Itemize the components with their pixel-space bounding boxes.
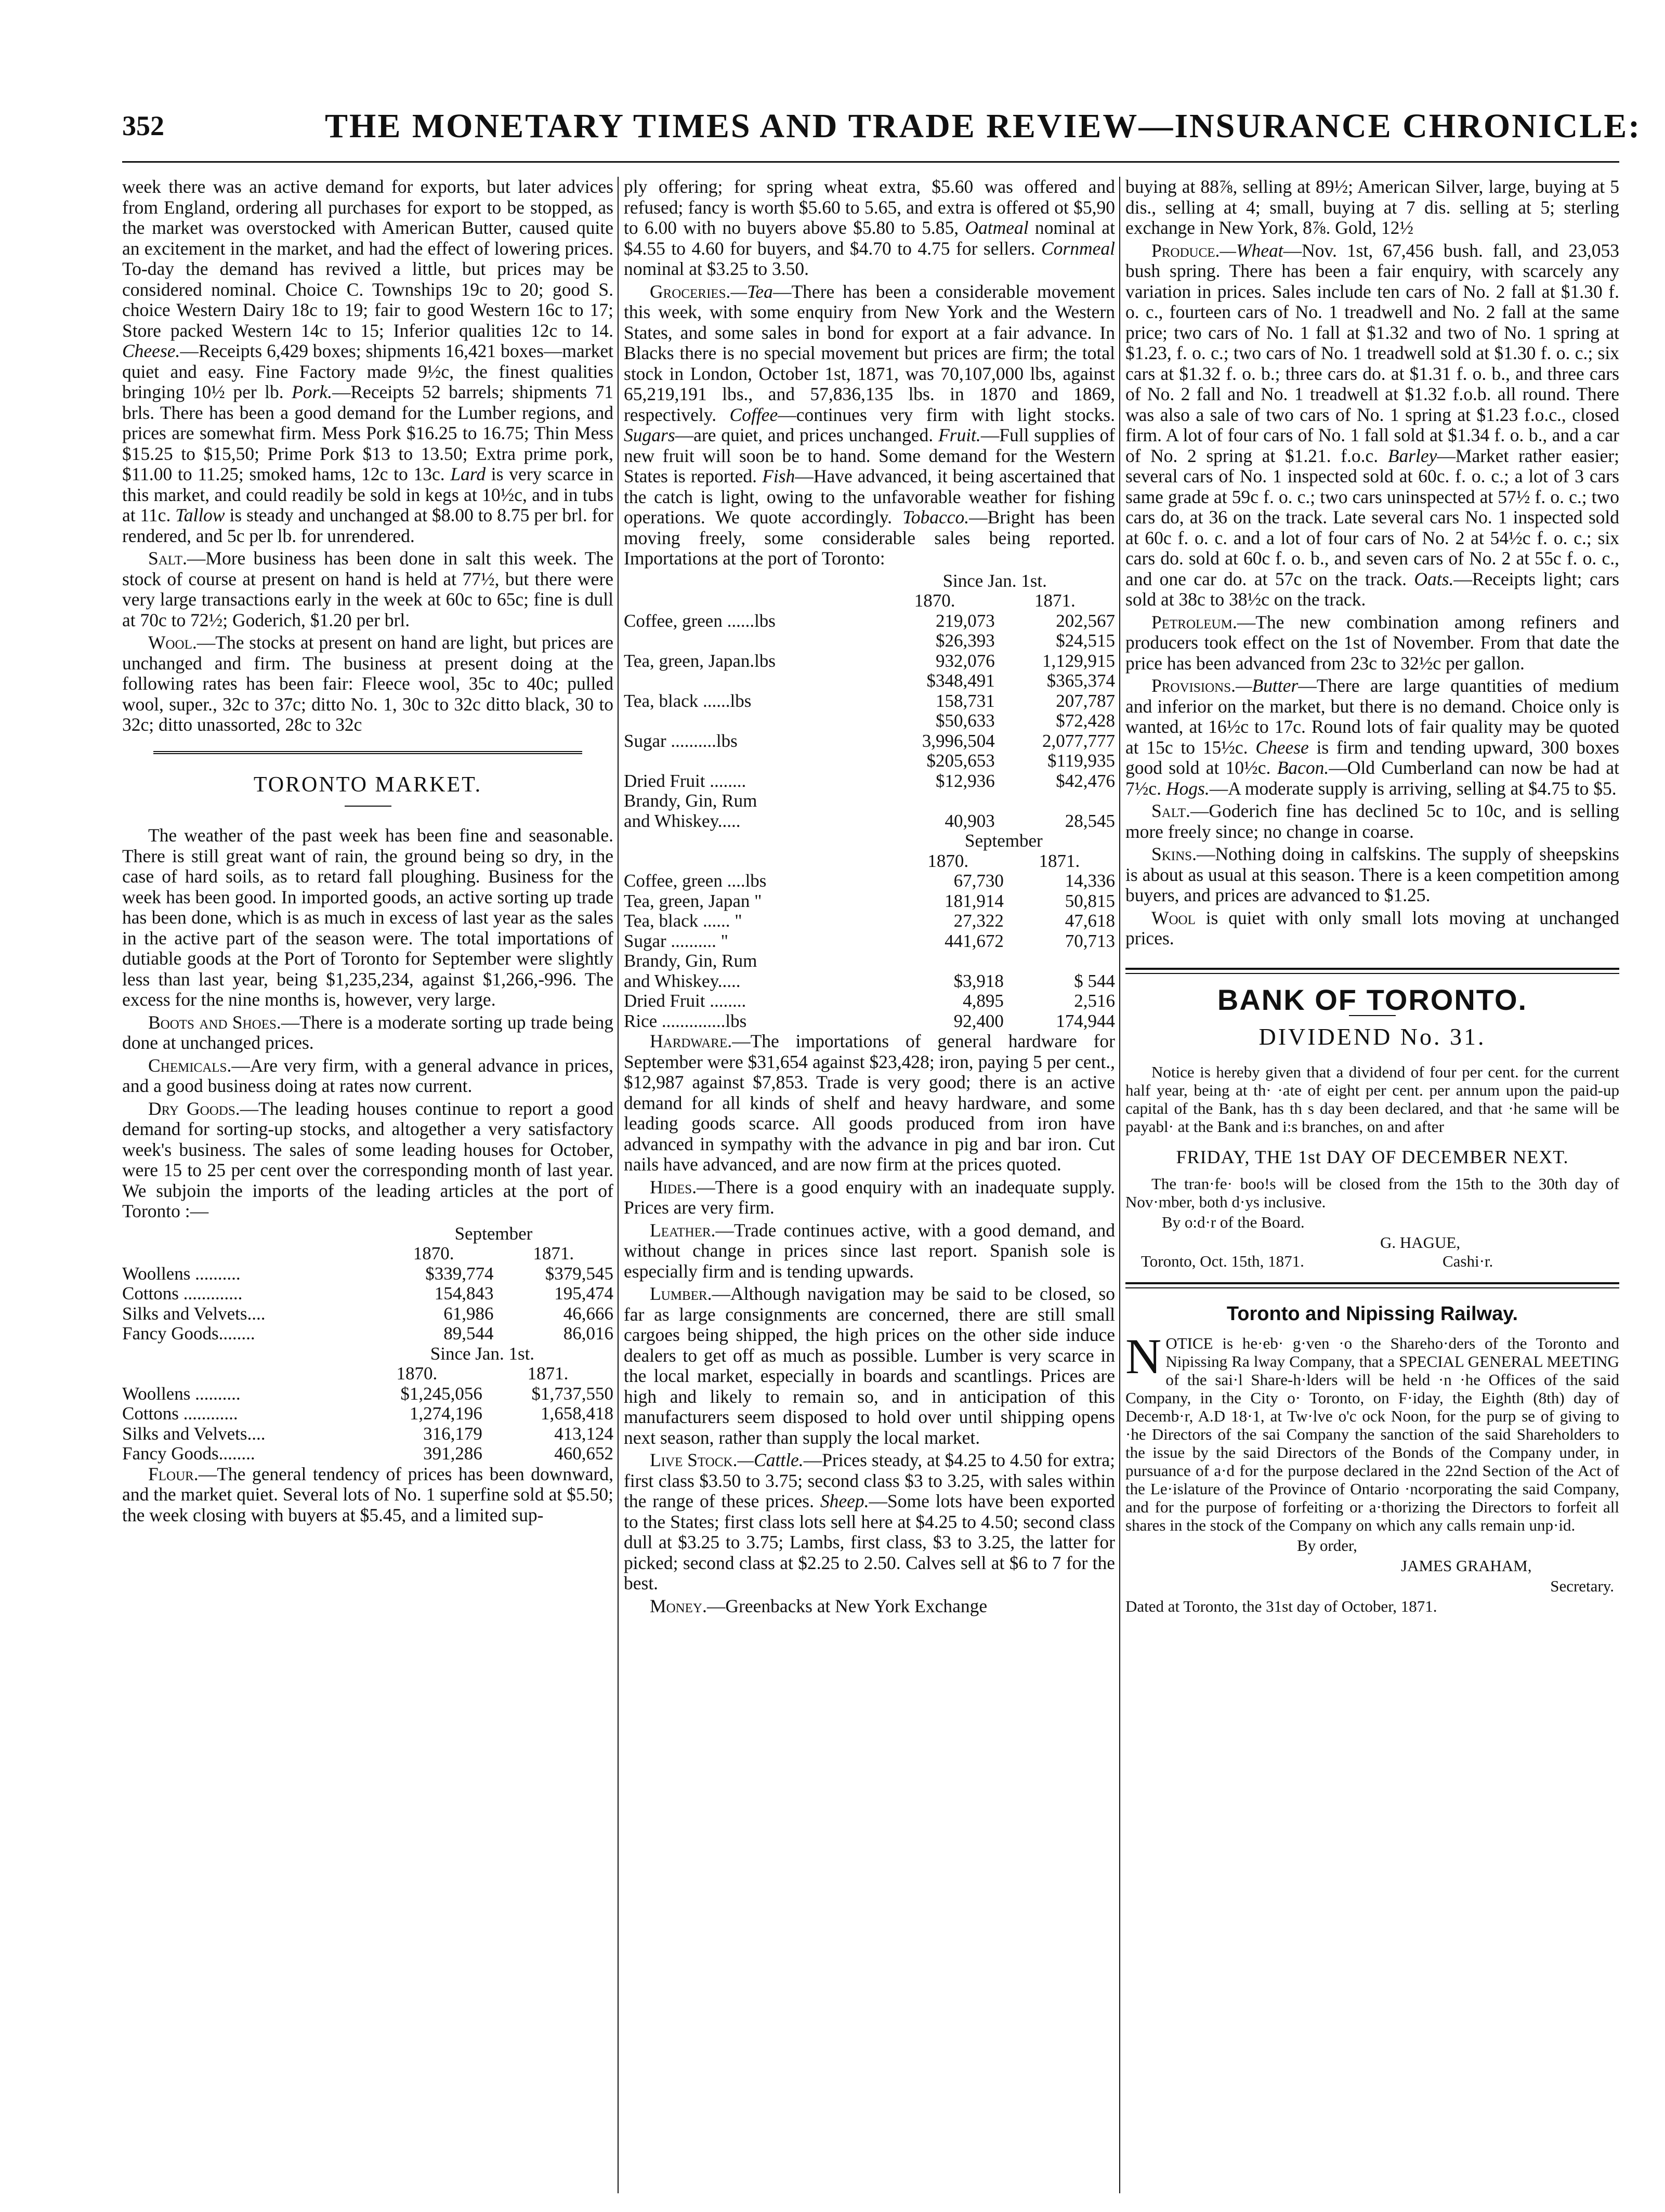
paragraph: Chemicals.—Are very firm, with a general advance in prices, and a good business doing at rates now current. [122, 1055, 613, 1096]
notice-date-line: FRIDAY, THE 1st DAY OF DECEMBER NEXT. [1176, 1146, 1569, 1167]
table-cell-value: $1,737,550 [531, 1383, 613, 1404]
table-cell-value: $50,633 [935, 710, 995, 731]
page-number: 352 [122, 110, 164, 141]
table-cell-value: 92,400 [953, 1010, 1004, 1031]
table-cell-value: 40,903 [945, 810, 995, 831]
table-row [122, 1424, 613, 1444]
table-row [624, 731, 1115, 752]
table-cell-value: 14,336 [1065, 871, 1115, 891]
paragraph: Hardware.—The importations of general hardware for September were $31,654 against $23,428; iron, paying 5 per cent., $12,987 against $7,853. Trade is very good; there is an active demand for all kinds of shelf and heavy hardware, and some leading goods scarce. All goods produced from iron have advanced in sympathy with the advance in pig and bar iron. Cut nails have advanced, and are now firm at the prices quoted. [624, 1031, 1115, 1175]
table-cell-item: Fancy Goods........ [122, 1443, 255, 1464]
drop-cap: N [1125, 1328, 1162, 1384]
table-cell-item: Cottons ............ [122, 1403, 238, 1424]
table-cell-value: 50,815 [1065, 890, 1115, 911]
paragraph: Salt.—Goderich fine has declined 5c to 10c, and is selling more freely since; no change in coarse. [1125, 800, 1619, 842]
table-cell-value [874, 791, 994, 811]
table-row [624, 811, 1115, 832]
table-cell-item: and Whiskey..... [624, 970, 741, 991]
paragraph: Boots and Shoes.—There is a moderate sorting up trade being done at unchanged prices. [122, 1011, 613, 1053]
table-row [122, 1264, 613, 1284]
table-cell-item: Brandy, Gin, Rum [624, 951, 757, 971]
table-cell-value: 28,545 [1065, 810, 1115, 831]
section-rule [1125, 968, 1619, 974]
paragraph: buying at 88⅞, selling at 89½; American Silver, large, buying at 5 dis., selling at 4; small, buying at 7 dis. selling at 5; sterling exchange in New York, 8⅞. Gold, 12½ [1125, 177, 1619, 238]
table-cell-value: $1,245,056 [400, 1383, 482, 1404]
signer: G. HAGUE, [1380, 1233, 1461, 1252]
table-cell-value: $42,476 [1056, 770, 1115, 791]
signature-block [1125, 1233, 1619, 1270]
page-title: THE MONETARY TIMES AND TRADE REVIEW—INSURANCE CHRONICLE: [325, 107, 1642, 145]
table-cell-value: 4,895 [963, 991, 1004, 1011]
table-cell-item: Coffee, green ....lbs [624, 871, 767, 891]
table-cell-value: 2,077,777 [1042, 730, 1115, 751]
table-cell-item [624, 751, 874, 771]
table-row [624, 651, 1115, 672]
table-row [624, 771, 1115, 792]
table-row [624, 871, 1115, 891]
table-cell-value: $348,491 [926, 670, 995, 691]
column-divider [1119, 177, 1120, 2193]
table-cell-item: Sugar ..........lbs [624, 730, 738, 751]
table-cell-item: Rice ..............lbs [624, 1010, 747, 1031]
table-cell-value: 27,322 [953, 911, 1004, 931]
bank-notice [1125, 983, 1619, 1270]
signer-title: Cashi·r. [1443, 1252, 1493, 1270]
table-cell-value [1004, 951, 1115, 971]
table-cell-item: Tea, black ...... " [624, 911, 742, 931]
paragraph: ply offering; for spring wheat extra, $5.60 was offered and refused; fancy is worth $5.60 to 5.65, and extra is offered ot $5,90 to 6.00 with no buyers above $5.80 to 5.85, Oatmeal nominal at $4.55 to 4.60 for buyers, and $4.70 to 4.75 for sellers. Cornmeal nominal at $3.25 to 3.50. [624, 177, 1115, 279]
table-cell-item: Silks and Velvets.... [122, 1423, 266, 1444]
table-cell-value: 181,914 [945, 890, 1004, 911]
table-row [624, 751, 1115, 771]
table-row [624, 971, 1115, 992]
table-cell-value: 158,731 [935, 690, 995, 711]
table-cell-value: 219,073 [935, 610, 995, 631]
table-row [122, 1324, 613, 1344]
section-rule [1125, 1282, 1619, 1288]
table-cell-value: 46,666 [563, 1303, 613, 1324]
table-cell-value: $ 544 [1074, 970, 1115, 991]
table-cell-value: $26,393 [935, 630, 995, 651]
table-cell-value: 3,996,504 [922, 730, 995, 751]
table-cell-item: Tea, green, Japan.lbs [624, 650, 776, 671]
paragraph: Wool is quiet with only small lots moving at unchanged prices. [1125, 907, 1619, 949]
table-cell-value: $379,545 [545, 1263, 613, 1284]
railway-notice [1125, 1304, 1619, 1615]
table-row [624, 711, 1115, 731]
table-row [624, 671, 1115, 691]
railway-title: Toronto and Nipissing Railway. [1226, 1303, 1518, 1325]
table-cell-value: 154,843 [434, 1283, 494, 1304]
table-row [624, 911, 1115, 931]
notice-text: Notice is hereby given that a dividend of four per cent. for the current half year, being at th· ·ate of eight per cent. per annum upon the paid-up capital of the Bank, has th s day been declared, and that ·he same will be payabl· at the Bank and i:s branches, on and after [1125, 1062, 1619, 1136]
table-cell-value: $365,374 [1046, 670, 1115, 691]
bank-title: BANK OF TORONTO. [1217, 983, 1528, 1016]
table-cell-item: Silks and Velvets.... [122, 1303, 266, 1324]
imports-table-september: September 1870. 1871. Woollens .......... $339,774 $379,545 Cottons ............. 154,843 195,474 Silks and Velvets.... 61,986 46,666 Fancy Goods........ 89,544 86,016 [122, 1223, 613, 1344]
table-cell-item: Woollens .......... [122, 1383, 241, 1404]
table-row [624, 891, 1115, 912]
paragraph: Petroleum.—The new combination among refiners and producers took effect on the 1st of November. From that date the price has been advanced from 23c to 32½c per gallon. [1125, 611, 1619, 674]
table-cell-value [995, 791, 1115, 811]
section-heading: TORONTO MARKET. [253, 772, 482, 797]
imports-table-since-jan: Since Jan. 1st. 1870. 1871. Coffee, green ......lbs 219,073 202,567 $26,393 $24,515 Tea, green, Japan.lbs 932,076 1,129,915 $348,491 $365,374 Tea, black ......lbs 158,731 207,787 $50,633 $72,428 Sugar ..........lbs 3,996,504 2,077,777 $205,653 $119,935 Dried Fruit ........ $12,936 $42,476 Brandy, Gin, Rum and Whiskey..... 40,903 28,545 [624, 570, 1115, 831]
table-cell-item: Dried Fruit ........ [624, 770, 746, 791]
paragraph: Salt.—More business has been done in salt this week. The stock of course at present on hand is held at 77½, but there were very large transactions early in the week at 60c to 65c; fine is dull at 70c to 72½; Goderich, $1.20 per brl. [122, 548, 613, 630]
table-row [624, 991, 1115, 1011]
table-cell-item: Dried Fruit ........ [624, 991, 746, 1011]
table-row [624, 1011, 1115, 1032]
by-order: By o:d·r of the Board. [1162, 1213, 1305, 1231]
table-row [624, 791, 1115, 811]
table-cell-value: $72,428 [1056, 710, 1115, 731]
paragraph: Money.—Greenbacks at New York Exchange [650, 1595, 988, 1616]
table-cell-value: 47,618 [1065, 911, 1115, 931]
table-cell-item: Brandy, Gin, Rum [624, 791, 757, 811]
table-cell-value: 89,544 [443, 1323, 494, 1344]
imports-table-september: September 1870. 1871. Coffee, green ....lbs 67,730 14,336 Tea, green, Japan " 181,914 50,815 Tea, black ...... " 27,322 47,618 Sugar .......... " 441,672 70,713 Brandy, Gin, Rum and Whiskey..... $3,918 $ 544 Dried Fruit ........ 4,895 2,516 Rice ..............lbs 92,400 174,944 [624, 831, 1115, 1031]
table-cell-value: 1,658,418 [541, 1403, 613, 1424]
paragraph: week there was an active demand for exports, but later advices from England, ordering all purchases for export to be stopped, as the market was overstocked with American Butter, caused quite an excitement in the market, and had the effect of lowering prices. To-day the demand has revived a little, but prices may be considered nominal. Choice C. Townships 19c to 20; good S. choice Western Dairy 18c to 19; fair to good Western 16c to 17; Store packed Western 14c to 15; Inferior qualities 12c to 14. Cheese.—Receipts 6,429 boxes; shipments 16,421 boxes—market quiet and easy. Fine Factory made 9½c, the finest qualities bringing 10½ per lb. Pork.—Receipts 52 barrels; shipments 71 brls. There has been a good demand for the Lumber regions, and prices are somewhat firm. Mess Pork $16.25 to 16.75; Thin Mess $15.25 to $15,50; Prime Pork $13 to 13.50; Extra prime pork, $11.00 to 11.25; smoked hams, 12c to 13c. Lard is very scarce in this market, and could readily be sold in kegs at 10½c, and in tubs at 11c. Tallow is steady and unchanged at $8.00 to 8.75 per brl. for rendered, and 5c per lb. for unrendered. [122, 177, 613, 546]
imports-table-since-jan: Since Jan. 1st. 1870. 1871. Woollens .......... $1,245,056 $1,737,550 Cottons ............ 1,274,196 1,658,418 Silks and Velvets.... 316,179 413,124 Fancy Goods........ 391,286 460,652 [122, 1343, 613, 1464]
table-cell-value: 207,787 [1056, 690, 1115, 711]
table-cell-value: 61,986 [443, 1303, 494, 1324]
table-row [624, 951, 1115, 971]
table-cell-value: $339,774 [425, 1263, 494, 1284]
table-cell-value: $3,918 [953, 970, 1004, 991]
signer-title: Secretary. [1550, 1576, 1614, 1595]
paragraph: Dry Goods.—The leading houses continue to report a good demand for sorting-up stocks, and altogether a very satisfactory week's business. The sales of some leading houses for October, were 15 to 25 per cent over the corresponding month of last year. We subjoin the imports of the leading articles at the port of Toronto :— [122, 1098, 613, 1221]
page-header [122, 107, 1642, 153]
table-cell-value: $205,653 [926, 750, 995, 771]
table-row [122, 1404, 613, 1424]
table-cell-value: 1,129,915 [1042, 650, 1115, 671]
table-cell-value: 1,274,196 [409, 1403, 482, 1424]
section-rule [153, 751, 582, 754]
dividend-title: DIVIDEND No. 31. [1258, 1023, 1486, 1050]
by-order: By order, [1297, 1536, 1357, 1555]
table-cell-value: 441,672 [945, 930, 1004, 951]
table-cell-item [624, 711, 874, 731]
notice-text: The tran·fe· boo!s will be closed from the 15th to the 30th day of Nov·mber, both d·ys inclusive. [1125, 1175, 1619, 1211]
table-cell-item: Tea, green, Japan " [624, 890, 762, 911]
table-cell-item: Coffee, green ......lbs [624, 610, 776, 631]
table-cell-value: 316,179 [423, 1423, 482, 1444]
paragraph: Leather.—Trade continues active, with a good demand, and without change in prices since last report. Spanish sole is especially firm and is tending upwards. [624, 1219, 1115, 1282]
table-cell-value: 86,016 [563, 1323, 613, 1344]
column-1 [122, 177, 613, 2193]
table-row [122, 1384, 613, 1404]
column-2 [624, 177, 1115, 2193]
notice-text: NOTICE is he·eb· g·ven ·o the Shareho·ders of the Toronto and Nipissing Ra lway Company, that a SPECIAL GENERAL MEETING of the sai·l Share-h·lders will be held ·n ·he Offices of the said Company, in the City o· Toronto, on F·iday, the Eighth (8th) day of Decemb·r, A.D 18·1, at Tw·lve o'c ock Noon, for the purp se of giving to ·he Directors of the sai Company the sanction of the said Shareholders to the issue by the said Directors of the Bonds of the Company under, in pursuance of a·d for the purpose declared in the 22nd Section of the Act of the Le·islature of the Province of Ontario ·ncorporating the said Company, and for the purpose of forfeiting or a·thorizing the Directors to forfeit all shares in the stock of the Company on which any calls remain unp·id. [1125, 1328, 1619, 1534]
paragraph: Live Stock.—Cattle.—Prices steady, at $4.25 to 4.50 for extra; first class $3.50 to 3.75; second class $3 to 3.25, with sales within the range of these prices. Sheep.—Some lots have been exported to the States; first class lots sell here at $4.25 to 4.50; second class dull at $3.25 to 3.75; Lambs, first class, $3 to 3.25, the latter for picked; second class at $2.25 to 2.50. Calves sell at $6 to 7 for the best. [624, 1450, 1115, 1594]
dated-line: Dated at Toronto, the 31st day of October, 1871. [1125, 1597, 1437, 1615]
table-cell-item: and Whiskey..... [624, 810, 741, 831]
table-cell-value: 67,730 [953, 871, 1004, 891]
place-date: Toronto, Oct. 15th, 1871. [1141, 1252, 1304, 1270]
paragraph: Produce.—Wheat—Nov. 1st, 67,456 bush. fall, and 23,053 bush spring. There has been a fair enquiry, with scarcely any variation in prices. Sales include ten cars of No. 2 fall at $1.30 f. o. c., fourteen cars of No. 1 treadwell and No. 2 fall at the same price; two cars of No. 1 fall at $1.32 and two of No. 1 spring at $1.23, f. o. c.; two cars of No. 1 treadwell sold at $1.30 f. o. c.; six cars at $1.32 f. o. b.; three cars do. at $1.31 f. o. b., and three cars of No. 2 fall and No. 1 treadwell at $1.32 f.o.b. all round. There was also a sale of two cars of No. 1 spring at $1.23 f.o.c., closed firm. A lot of four cars of No. 1 fall sold at $1.34 f. o. b., and a car of No. 2 spring at $1.21. f.o.c. Barley—Market rather easier; several cars of No. 1 inspected sold at 60c. f. o. c.; a lot of 3 cars same grade at 59c f. o. c.; two cars uninspected at 57½ f. o. c.; two cars do, at 36 on the track. Late several cars No. 1 inspected sold at 60c f. o. c. and a lot of four cars of No. 2 at 54½c f. o. c.; six cars do. sold at 60c f. o. b., and seven cars of No. 2 at 55c f. o. c., and one car do. at 57c on the track. Oats.—Receipts light; cars sold at 38c to 38½c on the track. [1125, 240, 1619, 610]
table-row [624, 631, 1115, 651]
table-row [122, 1284, 613, 1304]
table-cell-value: 413,124 [554, 1423, 613, 1444]
table-row [624, 691, 1115, 712]
signer: JAMES GRAHAM, [1401, 1556, 1532, 1575]
table-cell-value: 932,076 [935, 650, 995, 671]
table-cell-item: Tea, black ......lbs [624, 690, 752, 711]
table-row [122, 1304, 613, 1324]
paragraph: Groceries.—Tea—There has been a considerable movement this week, with some enquiry from New York and the Western States, and some sales in bond for export at a fair advance. In Blacks there is no special movement but prices are firm; the total stock in London, October 1st, 1871, was 70,107,000 lbs, against 65,219,191 lbs., and 57,836,135 lbs. in 1870 and 1869, respectively. Coffee—continues very firm with light stocks. Sugars—are quiet, and prices unchanged. Fruit.—Full supplies of new fruit will soon be to hand. Some demand for the Western States is reported. Fish—Have advanced, it being ascertained that the catch is light, owing to the unfavorable weather for fishing operations. We quote accordingly. Tobacco.—Bright has been moving freely, some considerable sales being reported. Importations at the port of Toronto: [624, 281, 1115, 569]
paragraph: Skins.—Nothing doing in calfskins. The supply of sheepskins is about as usual at this season. There is a keen competition among buyers, and prices are advanced to $1.25. [1125, 844, 1619, 905]
paragraph: Lumber.—Although navigation may be said to be closed, so far as large consignments are concerned, there are still small cargoes being shipped, the high prices on the other side induce dealers to get off as much as possible. Lumber is very scarce in the local market, especially in boards and scantlings. Prices are high and likely to remain so, and in anticipation of this manufacturers seem disposed to hold over until shipping opens next season, rather than supply the local market. [624, 1283, 1115, 1448]
table-row [624, 931, 1115, 952]
table-cell-item [624, 671, 874, 691]
table-cell-item: Sugar .......... " [624, 930, 728, 951]
table-cell-value: 391,286 [423, 1443, 482, 1464]
paragraph: Provisions.—Butter—There are large quantities of medium and inferior on the market, but there is no demand. Choice only is wanted, at 16½c to 17c. Round lots of fair quality may be quoted at 15c to 15½c. Cheese is firm and tending upward, 300 boxes good sold at 10½c. Bacon.—Old Cumberland can now be had at 7½c. Hogs.—A moderate supply is arriving, selling at $4.75 to $5. [1125, 675, 1619, 799]
table-cell-value: 174,944 [1056, 1010, 1115, 1031]
header-rule [122, 161, 1619, 163]
paragraph: The weather of the past week has been fine and seasonable. There is still great want of rain, the ground being so dry, in the case of hard soils, as to retard fall ploughing. Business for the week has been good. In imported goods, an active sorting up trade has been done, which is as much in excess of last year as the sales in the active part of the season were. The total importations of dutiable goods at the Port of Toronto for September were slightly less than last year, being $1,235,234, against $1,266,-996. The excess for the nine months is, however, very large. [122, 825, 613, 1010]
table-row [624, 611, 1115, 631]
table-cell-item: Fancy Goods........ [122, 1323, 255, 1344]
table-cell-value [893, 951, 1004, 971]
column-3 [1125, 177, 1619, 2193]
table-row [122, 1444, 613, 1464]
paragraph: Flour.—The general tendency of prices has been downward, and the market quiet. Several lots of No. 1 superfine sold at $5.50; the week closing with buyers at $5.45, and a limited sup- [122, 1463, 613, 1525]
table-cell-item: Woollens .......... [122, 1263, 241, 1284]
paragraph: Wool.—The stocks at present on hand are light, but prices are unchanged and firm. The business at present doing at the following rates has been fair: Fleece wool, 35c to 40c; pulled wool, super., 32c to 37c; ditto No. 1, 30c to 32c ditto black, 30 to 32c; ditto unassorted, 28c to 32c [122, 632, 613, 735]
short-rule [345, 806, 391, 807]
table-cell-item [624, 631, 874, 651]
table-cell-value: $12,936 [935, 770, 995, 791]
table-cell-value: $24,515 [1056, 630, 1115, 651]
table-cell-value: 202,567 [1056, 610, 1115, 631]
table-cell-value: 460,652 [554, 1443, 613, 1464]
table-cell-value: 2,516 [1074, 991, 1115, 1011]
table-cell-value: $119,935 [1047, 750, 1115, 771]
table-cell-value: 195,474 [554, 1283, 613, 1304]
table-cell-value: 70,713 [1065, 930, 1115, 951]
table-cell-item: Cottons ............. [122, 1283, 243, 1304]
column-divider [618, 177, 619, 2193]
paragraph: Hides.—There is a good enquiry with an inadequate supply. Prices are very firm. [624, 1176, 1115, 1218]
